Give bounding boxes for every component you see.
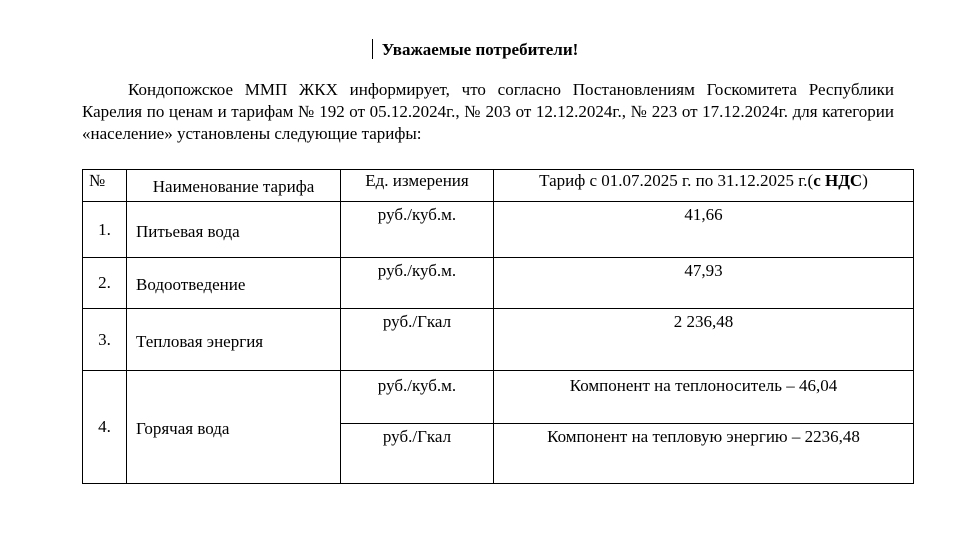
- row-tariff-name: Водоотведение: [127, 258, 341, 309]
- row-unit: руб./Гкал: [341, 424, 494, 484]
- row-rate: Компонент на тепловую энергию – 2236,48: [494, 424, 914, 484]
- row-tariff-name: Тепловая энергия: [127, 309, 341, 371]
- page-title: Уважаемые потребители!: [381, 40, 579, 59]
- row-unit: руб./Гкал: [341, 309, 494, 371]
- row-rate: 41,66: [494, 202, 914, 258]
- row-rate: Компонент на теплоноситель – 46,04: [494, 371, 914, 424]
- header-tariff-name: Наименование тарифа: [127, 170, 341, 202]
- table-row: [83, 202, 914, 258]
- row-unit: руб./куб.м.: [341, 202, 494, 258]
- header-rate-prefix: Тариф с 01.07.2025 г. по 31.12.2025 г.(: [539, 171, 814, 190]
- header-rate-suffix: ): [862, 171, 868, 190]
- table-row: [83, 371, 914, 424]
- tariff-table: [82, 169, 914, 484]
- row-rate: 47,93: [494, 258, 914, 309]
- table-header-row: [83, 170, 914, 202]
- row-number: 1.: [83, 202, 127, 258]
- intro-paragraph: Кондопожское ММП ЖКХ информирует, что согласно Постановлениям Госкомитета Республики Карелия по ценам и тарифам № 192 от 05.12.2024г., № 203 от 12.12.2024г., № 223 от 17.12.2024г. для категории «население» установлены следующие тарифы:: [82, 80, 894, 143]
- header-unit: Ед. измерения: [341, 170, 494, 202]
- row-unit: руб./куб.м.: [341, 371, 494, 424]
- table-row: [83, 309, 914, 371]
- row-unit: руб./куб.м.: [341, 258, 494, 309]
- row-tariff-name: Горячая вода: [127, 371, 341, 484]
- header-number: №: [83, 170, 127, 202]
- row-number: 3.: [83, 309, 127, 371]
- table-row: [83, 258, 914, 309]
- row-rate: 2 236,48: [494, 309, 914, 371]
- row-number: 4.: [83, 371, 127, 484]
- row-tariff-name: Питьевая вода: [127, 202, 341, 258]
- header-tariff-rate: [494, 170, 914, 202]
- row-number: 2.: [83, 258, 127, 309]
- header-rate-vat: с НДС: [813, 171, 863, 190]
